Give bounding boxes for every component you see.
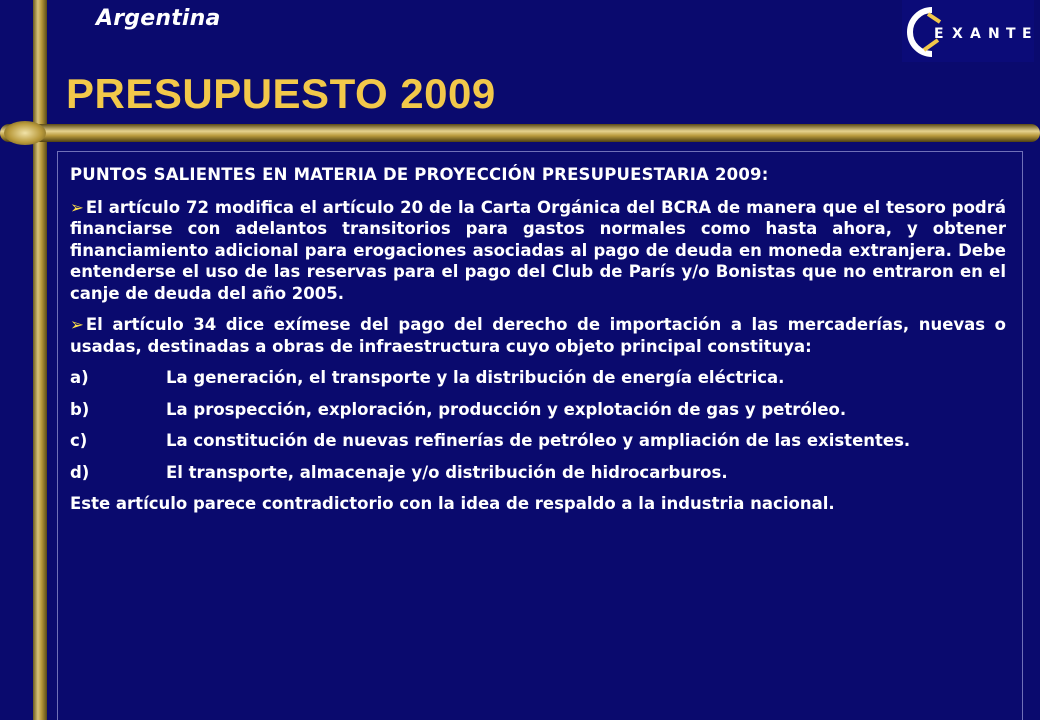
logo-letter: N — [988, 26, 1000, 42]
page-title: PRESUPUESTO 2009 — [66, 70, 496, 117]
logo-letter: E — [1022, 26, 1032, 42]
country-label: Argentina — [96, 6, 221, 31]
closing-paragraph: Este artículo parece contradictorio con la idea de respaldo a la industria nacional. — [70, 494, 835, 513]
list-item-text: La prospección, exploración, producción y explotación de gas y petróleo. — [166, 399, 847, 419]
exante-logo — [902, 0, 1034, 62]
list-item — [70, 399, 1006, 421]
bullet-paragraph — [70, 314, 1006, 357]
list-item-text: La constitución de nuevas refinerías de petróleo y ampliación de las existentes. — [166, 431, 911, 450]
content-panel — [57, 151, 1023, 720]
gold-vertical-bar — [33, 0, 47, 720]
list-item-label: b) — [70, 399, 90, 419]
logo-letter: A — [970, 26, 981, 42]
bullet-text: El artículo 72 modifica el artículo 20 de la Carta Orgánica del BCRA de manera que el tesoro podrá financiarse con adelantos transitorios para gastos normales como hasta ahora, y obtener financiamiento adicional para erogaciones asociadas al pago de deuda en moneda extranjera. Debe entenderse el uso de las reservas para el pago del Club de París y/o Bonistas que no entraron en el canje de deuda del año 2005. — [70, 197, 1006, 303]
bullet-text: El artículo 34 dice exímese del pago del derecho de importación a las mercaderías, nuevas o usadas, destinadas a obras de infraestructura cuyo objeto principal constituya: — [70, 315, 1006, 356]
list-item-label: a) — [70, 368, 89, 387]
list-item-text: La generación, el transporte y la distribución de energía eléctrica. — [166, 368, 785, 387]
section-heading: PUNTOS SALIENTES EN MATERIA DE PROYECCIÓN PRESUPUESTARIA 2009: — [70, 165, 769, 184]
list-item-label: c) — [70, 431, 88, 450]
logo-letter: E — [934, 26, 944, 42]
logo-letter: T — [1006, 26, 1016, 42]
list-item — [70, 462, 1006, 484]
list-item — [70, 367, 1006, 389]
gold-horizontal-bar — [0, 124, 1040, 142]
gold-bar-cap — [4, 121, 46, 145]
arrow-bullet-icon: ➢ — [70, 315, 84, 334]
list-item-text: El transporte, almacenaje y/o distribución de hidrocarburos. — [166, 462, 728, 482]
bullet-paragraph — [70, 197, 1006, 305]
list-item-label: d) — [70, 462, 90, 482]
arrow-bullet-icon: ➢ — [70, 197, 84, 217]
list-item — [70, 430, 1006, 452]
logo-letter: X — [952, 26, 963, 42]
exante-logo-icon — [902, 0, 1034, 62]
